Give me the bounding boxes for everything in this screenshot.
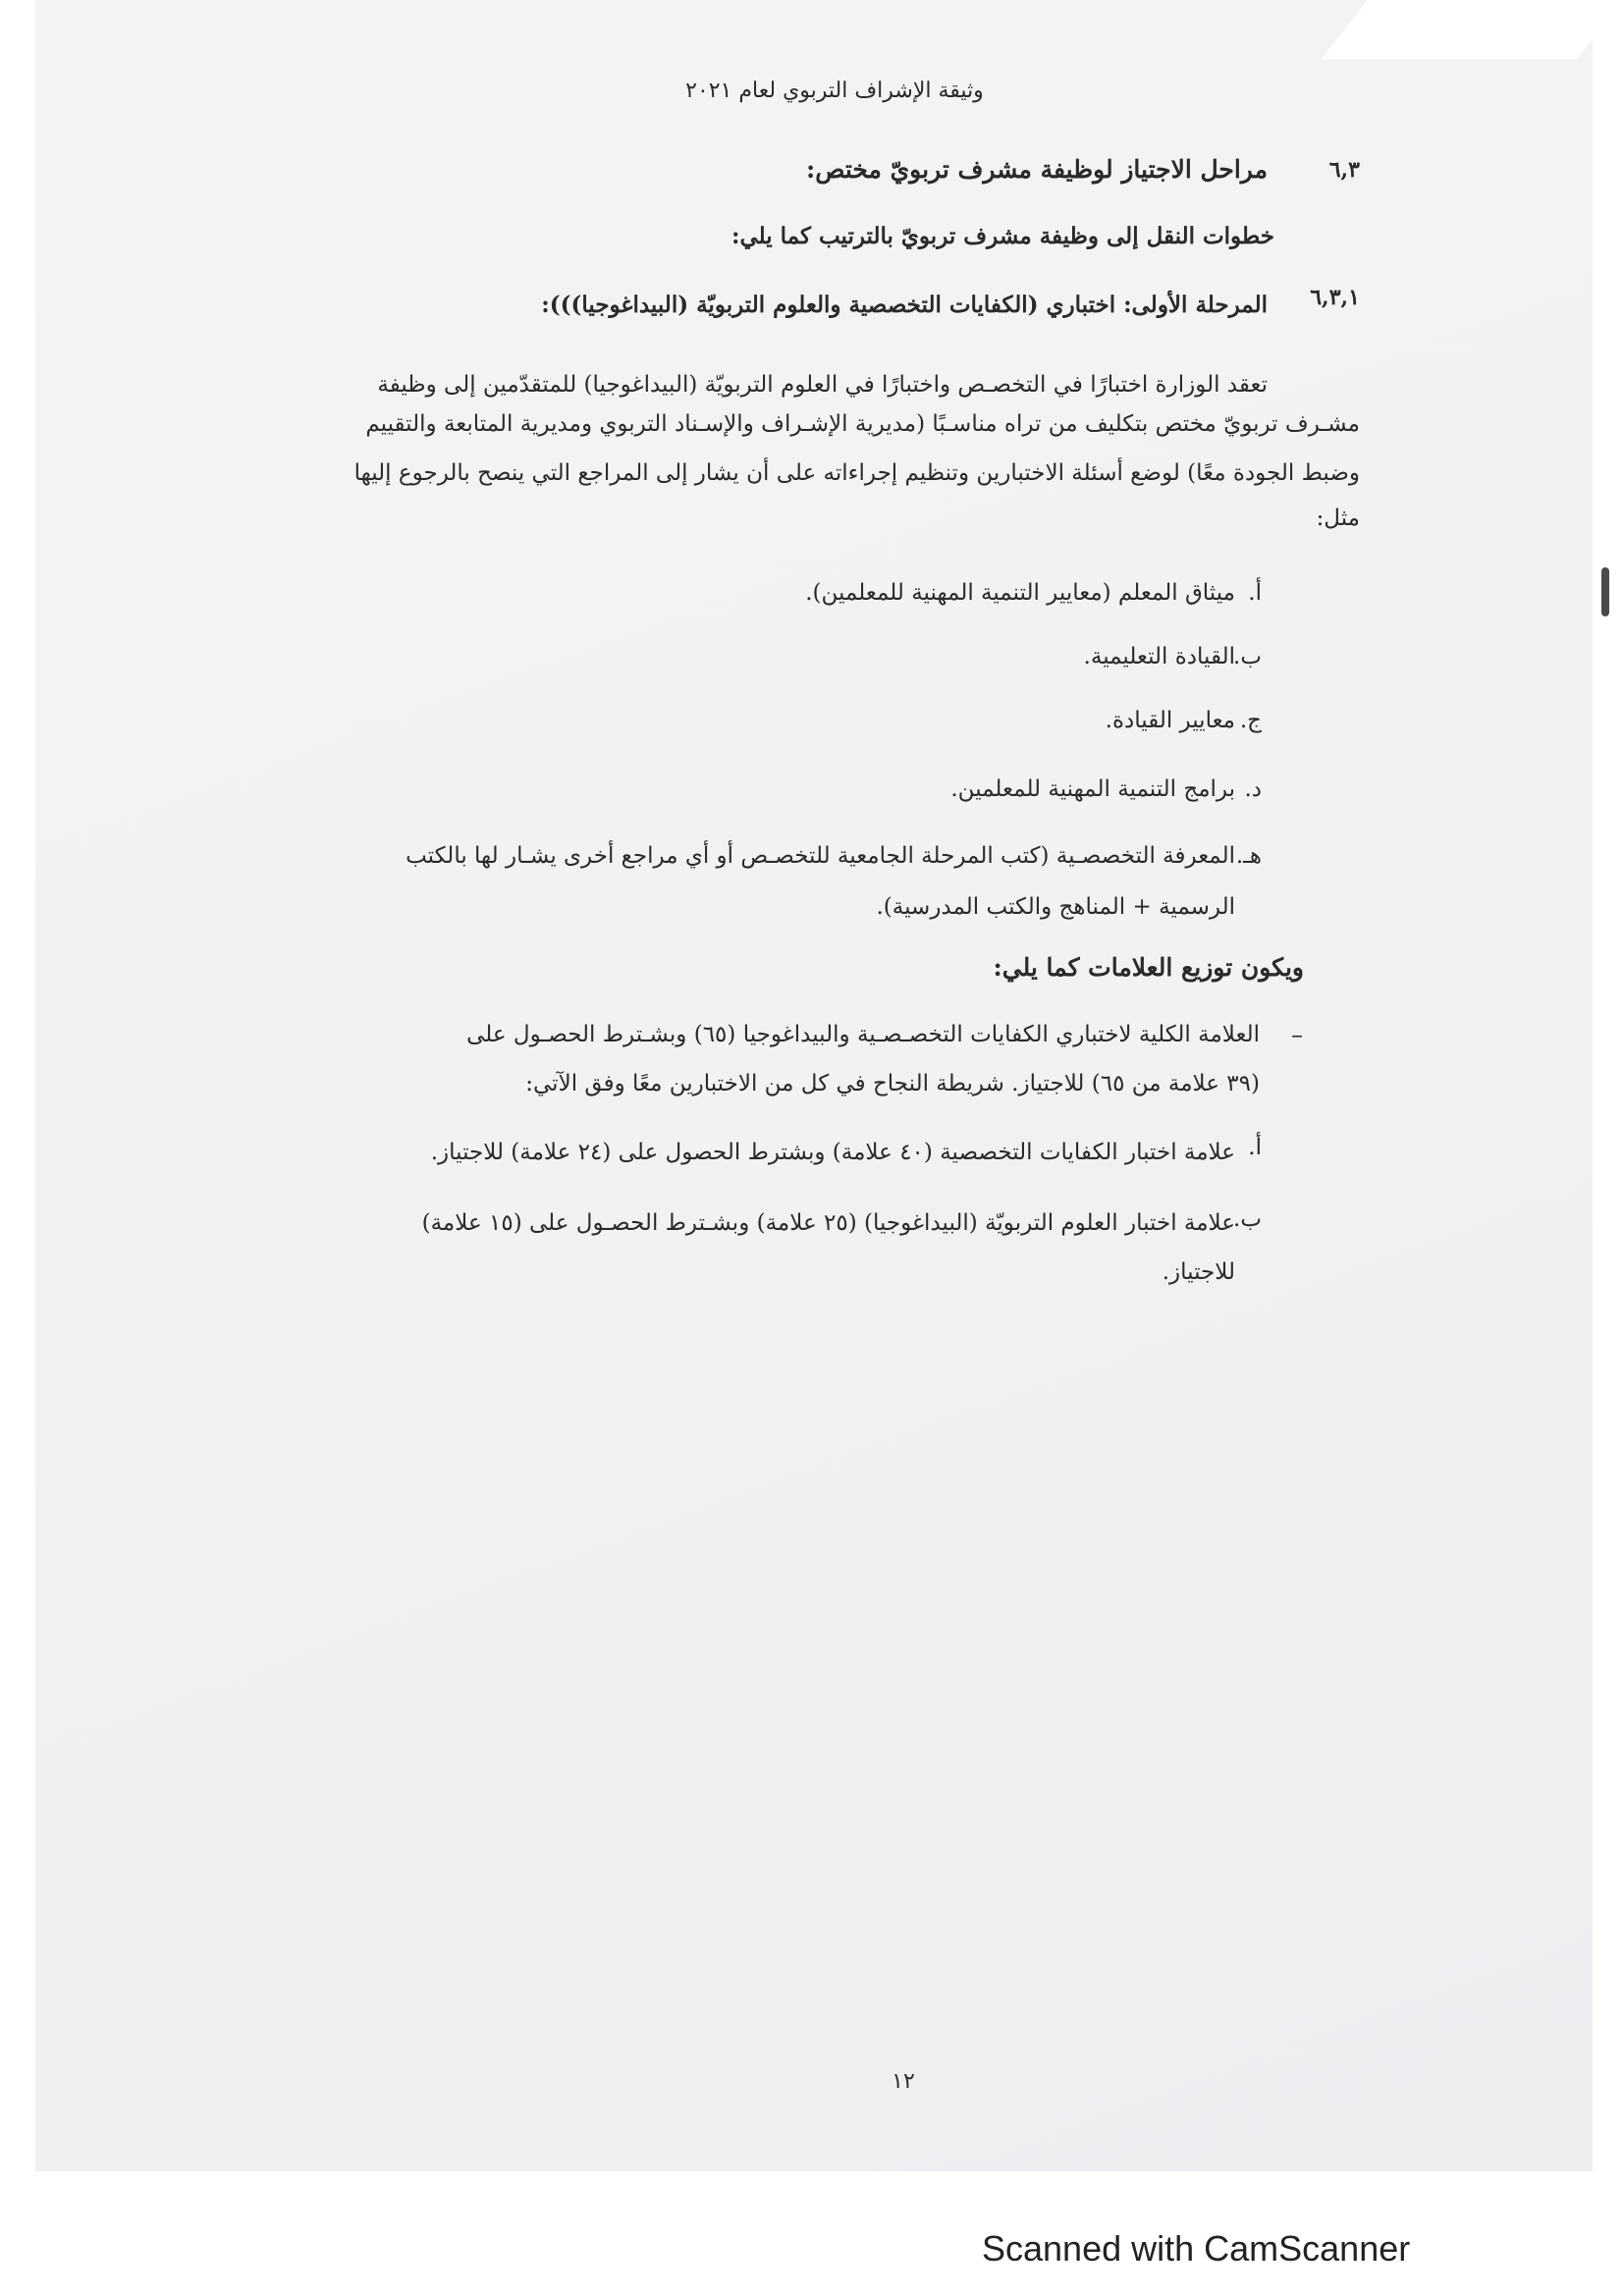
reference-item: المعرفة التخصصـية (كتب المرحلة الجامعية للتخصـص أو أي مراجع أخرى يشـار لها بالكتب [406,843,1235,869]
paragraph-line-4: مثل: [1316,506,1360,531]
marks-item-line: علامة اختبار العلوم التربويّة (البيداغوجيا) (٢٥ علامة) وبشـترط الحصـول على (١٥ علامة) [421,1210,1235,1236]
reference-letter: ج. [1239,708,1262,733]
reference-letter: أ. [1248,580,1262,606]
reference-letter: د. [1244,776,1262,802]
reference-item: برامج التنمية المهنية للمعلمين. [950,776,1235,802]
paragraph-line-2: مشـرف تربويّ مختص بتكليف من تراه مناسـبًا (مديرية الإشـراف والإسـناد التربوي ومديرية المتابعة والتقييم [365,411,1360,437]
reference-item: معايير القيادة. [1105,708,1235,733]
scanner-watermark: Scanned with CamScanner [982,2228,1411,2269]
reference-letter: ب. [1233,644,1262,669]
section-title: مراحل الاجتياز لوظيفة مشرف تربويّ مختص: [805,155,1268,184]
paragraph-line-3: وضبط الجودة معًا) لوضع أسئلة الاختبارين وتنظيم إجراءاته على أن يشار إلى المراجع التي ينصح بالرجوع إليها [353,460,1360,486]
folded-corner [1322,0,1623,59]
reference-item: ميثاق المعلم (معايير التنمية المهنية للمعلمين). [805,580,1235,606]
marks-total-line-2: (٣٩ علامة من ٦٥) للاجتياز. شريطة النجاح في كل من الاختبارين معًا وفق الآتي: [525,1071,1260,1096]
marks-item-letter: أ. [1248,1135,1262,1160]
reference-letter: هـ. [1235,843,1262,869]
marks-item-letter: ب. [1233,1206,1262,1232]
marks-item-line: للاجتياز. [1162,1259,1235,1285]
marks-item-line: علامة اختبار الكفايات التخصصية (٤٠ علامة) وبشترط الحصول على (٢٤ علامة) للاجتياز. [430,1140,1235,1165]
document-header: وثيقة الإشراف التربوي لعام ٢٠٢١ [685,79,984,103]
marks-heading: ويكون توزيع العلامات كما يلي: [993,953,1304,982]
reference-item: القيادة التعليمية. [1083,644,1235,669]
steps-intro: خطوات النقل إلى وظيفة مشرف تربويّ بالترتيب كما يلي: [731,223,1274,249]
binder-mark [1601,567,1609,616]
section-number: ٦,٣ [1328,157,1360,183]
bullet-dash: – [1291,1021,1303,1048]
reference-item-continued: الرسمية + المناهج والكتب المدرسية). [876,894,1235,920]
page-number: ١٢ [892,2069,915,2094]
subsection-number: ٦,٣,١ [1310,285,1360,310]
subsection-title: المرحلة الأولى: اختباري (الكفايات التخصصية والعلوم التربويّة (البيداغوجيا))): [541,292,1268,318]
paragraph-line-1: تعقد الوزارة اختبارًا في التخصـص واختبارًا في العلوم التربويّة (البيداغوجيا) للمتقدّمين إلى وظيفة [377,372,1268,398]
marks-total-line-1: العلامة الكلية لاختباري الكفايات التخصـصـية والبيداغوجيا (٦٥) وبشـترط الحصـول على [466,1022,1260,1047]
